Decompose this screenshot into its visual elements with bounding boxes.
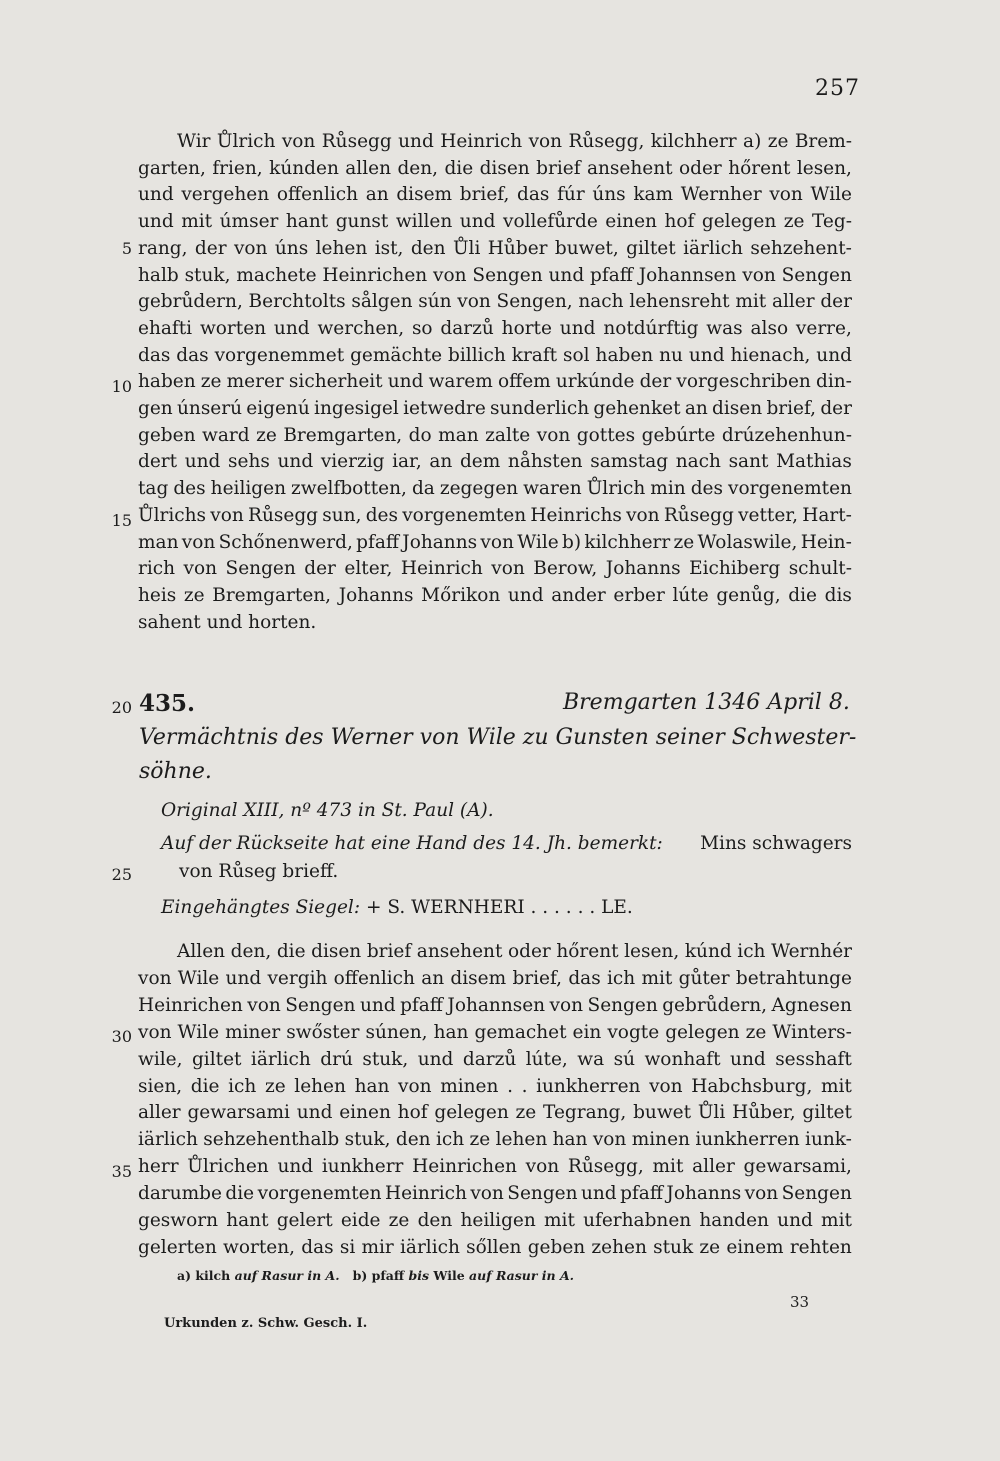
dorsal-note — [161, 833, 852, 855]
line-number: 35 — [111, 1162, 132, 1181]
line-number: 25 — [111, 865, 132, 884]
text-line: rich von Sengen der elter, Heinrich von Berow, Johanns Eichiberg schult- — [138, 558, 852, 580]
text-line: gen únserú eigenú ingesigel ietwedre sunderlich gehenket an disen brief, der — [138, 398, 852, 419]
text-line: dert und sehs und vierzig iar, an dem nåhsten samstag nach sant Mathias — [138, 451, 852, 473]
text-line: das das vorgenemmet gemächte billich kraft sol haben nu und hienach, und — [138, 344, 852, 366]
text-line: heis ze Bremgarten, Johanns Mőrikon und ander erber lúte genůg, die dis — [138, 584, 852, 606]
signature-mark: 33 — [790, 1293, 810, 1311]
text-line: Ůlrichs von Růsegg sun, des vorgenemten Heinrichs von Růsegg vetter, Hart- — [138, 504, 852, 526]
text-line: und vergehen offenlich an disem brief, das fúr úns kam Wernher von Wile — [138, 184, 852, 206]
footnote-b-label: b) pfaff — [352, 1268, 405, 1283]
dorsal-note-text: Mins schwagers — [700, 833, 852, 854]
footnote-b-italic2: auf Rasur in A. — [469, 1268, 575, 1283]
document-title-line: Vermächtnis des Werner von Wile zu Gunsten seiner Schwester- — [139, 725, 857, 750]
footnote-b-text: Wile — [433, 1268, 465, 1283]
text-line: haben ze merer sicherheit und warem offem urkúnde der vorgeschriben din- — [138, 371, 852, 393]
footnote-a-text: auf Rasur in A. — [234, 1268, 340, 1283]
seal-note-label: Eingehängtes Siegel: — [161, 897, 361, 918]
text-line: garten, frien, kúnden allen den, die disen brief ansehent oder hőrent lesen, — [138, 157, 852, 179]
text-line: rang, der von úns lehen ist, den Ůli Hůber buwet, giltet iärlich sehzehent- — [138, 237, 852, 259]
seal-note — [161, 897, 633, 919]
line-number: 20 — [111, 698, 132, 717]
page-number: 257 — [815, 76, 860, 101]
text-line: gesworn hant gelert eide ze den heiligen mit uferhabnen handen und mit — [138, 1210, 852, 1231]
series-title: Urkunden z. Schw. Gesch. I. — [164, 1316, 368, 1331]
line-number: 30 — [111, 1027, 132, 1046]
line-number: 10 — [111, 377, 132, 396]
text-line: halb stuk, machete Heinrichen von Sengen und pfaff Johannsen von Sengen — [138, 264, 852, 286]
text-line: gebrůdern, Berchtolts sålgen sún von Sengen, nach lehensreht mit aller der — [138, 291, 852, 313]
dorsal-note-italic: Auf der Rückseite hat eine Hand des 14. Jh. bemerkt: — [161, 833, 663, 854]
text-line: geben ward ze Bremgarten, do man zalte von gottes gebúrte drúzehenhun- — [138, 424, 852, 446]
text-line: wile, giltet iärlich drú stuk, und darzů lúte, wa sú wonhaft und sesshaft — [138, 1048, 852, 1070]
dorsal-note-continuation: von Růseg brieff. — [179, 861, 339, 882]
line-number: 15 — [111, 511, 132, 530]
text-line: sien, die ich ze lehen han von minen . . iunkherren von Habchsburg, mit — [138, 1075, 852, 1097]
text-line: Allen den, die disen brief ansehent oder hőrent lesen, kúnd ich Wernhér — [177, 941, 852, 962]
text-line: herr Ůlrichen und iunkherr Heinrichen von Růsegg, mit aller gewarsami, — [138, 1156, 852, 1178]
text-line: iärlich sehzehenthalb stuk, den ich ze lehen han von minen iunkherren iunk- — [138, 1129, 852, 1151]
text-line: aller gewarsami und einen hof gelegen ze Tegrang, buwet Ůli Hůber, giltet — [138, 1102, 852, 1124]
line-number: 5 — [121, 239, 132, 258]
text-line: ehafti worten und werchen, so darzů horte und notdúrftig was also verre, — [138, 317, 852, 339]
document-number: 435. — [139, 690, 196, 717]
text-line: Heinrichen von Sengen und pfaff Johannsen von Sengen gebrůdern, Agnesen — [138, 994, 852, 1016]
text-line: von Wile miner swőster súnen, han gemachet ein vogte gelegen ze Winters- — [138, 1021, 852, 1043]
footnote-a-label: a) kilch — [177, 1268, 231, 1283]
text-line: von Wile und vergih offenlich an disem brief, das ich mit gůter betrahtunge — [138, 967, 852, 989]
text-line: tag des heiligen zwelfbotten, da zegegen waren Ůlrich min des vorgenemten — [138, 478, 852, 500]
footnotes — [177, 1268, 574, 1283]
text-line: Wir Ůlrich von Růsegg und Heinrich von Růsegg, kilchherr a) ze Brem- — [177, 131, 852, 152]
text-line: darumbe die vorgenemten Heinrich von Sengen und pfaff Johanns von Sengen — [138, 1183, 852, 1205]
text-line: man von Schőnenwerd, pfaff Johanns von Wile b) kilchherr ze Wolaswile, Hein- — [138, 531, 852, 553]
original-note: Original XIII, nº 473 in St. Paul (A). — [161, 800, 494, 821]
text-line: gelerten worten, das si mir iärlich sőllen geben zehen stuk ze einem rehten — [138, 1236, 852, 1258]
place-date: Bremgarten 1346 April 8. — [563, 690, 850, 715]
seal-note-text: + S. WERNHERI . . . . . . LE. — [365, 897, 633, 918]
text-line: und mit úmser hant gunst willen und vollefůrde einen hof gelegen ze Teg- — [138, 211, 852, 233]
document-title-line: söhne. — [139, 759, 212, 784]
footnote-b-italic: bis — [408, 1268, 430, 1283]
text-line: sahent und horten. — [138, 611, 317, 633]
